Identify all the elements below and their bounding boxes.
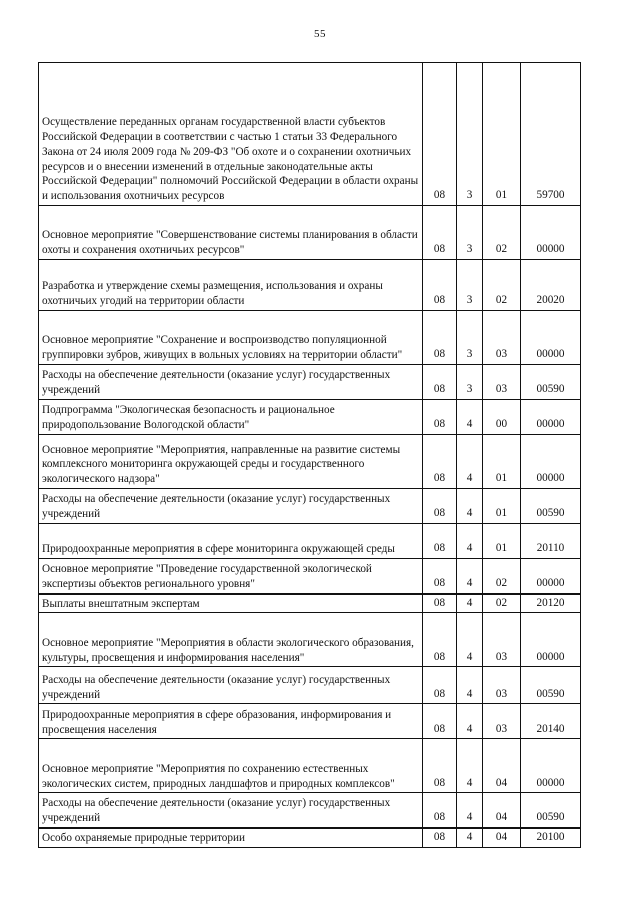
row-description: Расходы на обеспечение деятельности (оказание услуг) государственных учреждений [39,667,423,704]
section-code: 08 [423,489,457,524]
expense-code: 00000 [521,311,581,365]
subsection-code: 4 [457,739,483,793]
table-row [39,828,581,847]
subsection-code: 4 [457,435,483,489]
row-description: Природоохранные мероприятия в сфере мониторинга окружающей среды [39,524,423,559]
table-row [39,793,581,828]
subsection-code: 4 [457,400,483,435]
row-description: Расходы на обеспечение деятельности (оказание услуг) государственных учреждений [39,793,423,828]
row-description: Основное мероприятие "Мероприятия по сохранению естественных экологических систем, природных ландшафтов и природных комплексов" [39,739,423,793]
expense-code: 20140 [521,704,581,739]
subsection-code: 4 [457,793,483,828]
expense-code: 00000 [521,400,581,435]
section-code: 08 [423,613,457,667]
subsection-code: 4 [457,489,483,524]
expense-code: 00000 [521,613,581,667]
subsection-code: 3 [457,311,483,365]
row-description: Основное мероприятие "Сохранение и воспроизводство популяционной группировки зубров, живущих в вольных условиях на территории области" [39,311,423,365]
table-row [39,63,581,206]
row-description: Основное мероприятие "Мероприятия, направленные на развитие системы комплексного мониторинга окружающей среды и государственного экологического надзора" [39,435,423,489]
item-code: 03 [483,365,521,400]
section-code: 08 [423,435,457,489]
section-code: 08 [423,206,457,260]
table-row [39,524,581,559]
page-number: 55 [314,28,326,40]
section-code: 08 [423,365,457,400]
row-description: Особо охраняемые природные территории [39,828,423,847]
row-description: Природоохранные мероприятия в сфере образования, информирования и просвещения населения [39,704,423,739]
section-code: 08 [423,594,457,613]
table-row [39,206,581,260]
item-code: 04 [483,828,521,847]
table-row [39,365,581,400]
row-description: Основное мероприятие "Проведение государственной экологической экспертизы объектов регионального уровня" [39,559,423,594]
expense-code: 00000 [521,435,581,489]
item-code: 01 [483,524,521,559]
table-row [39,260,581,311]
expense-code: 00590 [521,365,581,400]
expense-code: 00000 [521,739,581,793]
table-row [39,435,581,489]
row-description: Подпрограмма "Экологическая безопасность и рациональное природопользование Вологодской области" [39,400,423,435]
item-code: 02 [483,206,521,260]
section-code: 08 [423,260,457,311]
subsection-code: 3 [457,63,483,206]
subsection-code: 4 [457,667,483,704]
section-code: 08 [423,524,457,559]
expense-code: 20120 [521,594,581,613]
expense-code: 00590 [521,793,581,828]
subsection-code: 4 [457,594,483,613]
row-description: Расходы на обеспечение деятельности (оказание услуг) государственных учреждений [39,489,423,524]
item-code: 04 [483,739,521,793]
table-row [39,594,581,613]
table-row [39,559,581,594]
item-code: 01 [483,63,521,206]
section-code: 08 [423,793,457,828]
table-row [39,667,581,704]
item-code: 02 [483,260,521,311]
item-code: 01 [483,489,521,524]
row-description: Выплаты внештатным экспертам [39,594,423,613]
expense-code: 20020 [521,260,581,311]
expense-code: 20110 [521,524,581,559]
table-row [39,400,581,435]
subsection-code: 4 [457,559,483,594]
row-description: Расходы на обеспечение деятельности (оказание услуг) государственных учреждений [39,365,423,400]
item-code: 03 [483,704,521,739]
row-description: Осуществление переданных органам государственной власти субъектов Российской Федерации в соответствии с частью 1 статьи 33 Федерального Закона от 24 июля 2009 года № 209-ФЗ "Об охоте и о сохранении охотничьих ресурсов и о внесении изменений в отдельные законодательные акты Российской Федерации" полномочий Российской Федерации в области охраны и использования охотничьих ресурсов [39,63,423,206]
expense-code: 20100 [521,828,581,847]
item-code: 04 [483,793,521,828]
subsection-code: 4 [457,704,483,739]
row-description: Разработка и утверждение схемы размещения, использования и охраны охотничьих угодий на территории области [39,260,423,311]
section-code: 08 [423,704,457,739]
subsection-code: 3 [457,206,483,260]
table-row [39,311,581,365]
table-row [39,613,581,667]
subsection-code: 3 [457,260,483,311]
budget-table-body [39,63,581,848]
row-description: Основное мероприятие "Мероприятия в области экологического образования, культуры, просвещения и информирования населения" [39,613,423,667]
section-code: 08 [423,667,457,704]
item-code: 03 [483,613,521,667]
expense-code: 00000 [521,559,581,594]
expense-code: 59700 [521,63,581,206]
expense-code: 00590 [521,489,581,524]
expense-code: 00590 [521,667,581,704]
item-code: 03 [483,667,521,704]
subsection-code: 4 [457,828,483,847]
table-row [39,704,581,739]
item-code: 03 [483,311,521,365]
item-code: 00 [483,400,521,435]
subsection-code: 3 [457,365,483,400]
item-code: 02 [483,594,521,613]
item-code: 01 [483,435,521,489]
table-row [39,489,581,524]
subsection-code: 4 [457,524,483,559]
section-code: 08 [423,400,457,435]
row-description: Основное мероприятие "Совершенствование системы планирования в области охоты и сохранения охотничьих ресурсов" [39,206,423,260]
subsection-code: 4 [457,613,483,667]
section-code: 08 [423,559,457,594]
section-code: 08 [423,63,457,206]
expense-code: 00000 [521,206,581,260]
section-code: 08 [423,311,457,365]
item-code: 02 [483,559,521,594]
table-row [39,739,581,793]
section-code: 08 [423,739,457,793]
section-code: 08 [423,828,457,847]
budget-table [38,62,581,848]
